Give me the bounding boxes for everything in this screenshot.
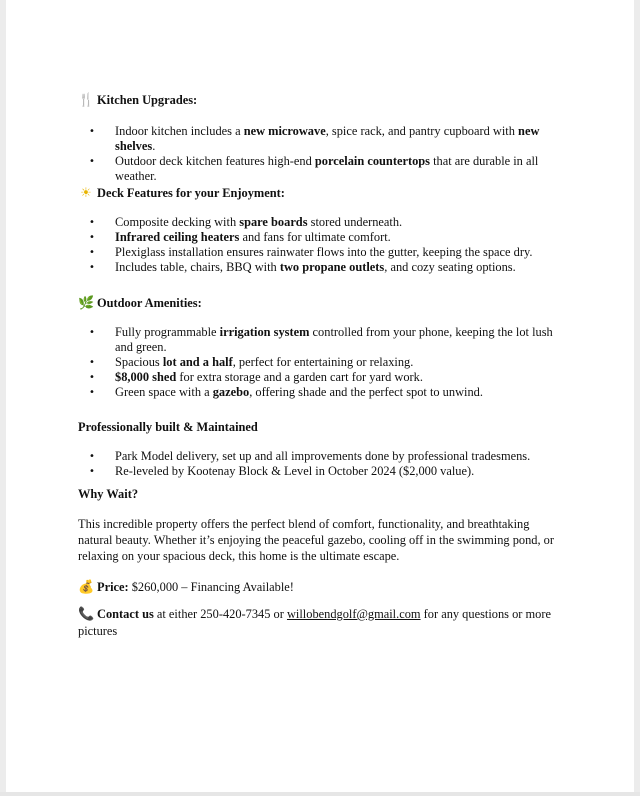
bold-text: spare boards (239, 215, 308, 229)
section-professional (78, 420, 564, 487)
bullet-marker: • (89, 232, 95, 243)
text: , spice rack, and pantry cupboard with (325, 124, 519, 138)
text: , offering shade and the perfect spot to unwind. (249, 385, 483, 399)
list-item (78, 230, 564, 245)
list-item (78, 245, 564, 260)
text: Fully programmable (115, 325, 220, 339)
section-outdoor (78, 296, 564, 420)
section-title: Professionally built & Maintained (78, 420, 258, 434)
text: , and cozy seating options. (384, 260, 516, 274)
text: Indoor kitchen includes a (115, 124, 244, 138)
bullet-list (78, 215, 564, 275)
price-line (78, 571, 564, 603)
list-item (78, 385, 564, 400)
bold-text: two propane outlets (279, 260, 385, 274)
bullet-marker: • (89, 217, 95, 228)
text: Green space with a (115, 385, 213, 399)
text: , perfect for entertaining or relaxing. (232, 355, 414, 369)
email-link[interactable]: willobendgolf@gmail.com (286, 607, 421, 621)
bold-text: $8,000 shed (115, 370, 177, 384)
list-item (78, 154, 564, 184)
text: stored underneath. (307, 215, 403, 229)
page-frame-right (634, 0, 640, 796)
money-bag-icon: 💰 (78, 579, 95, 595)
bullet-marker: • (89, 357, 95, 368)
bullet-list (78, 325, 564, 400)
text: Re-leveled by Kootenay Block & Level in October 2024 ($2,000 value). (115, 464, 475, 478)
text: controlled from your phone, keeping the lot lush and green. (115, 325, 553, 354)
section-title: Outdoor Amenities: (97, 296, 202, 310)
section-heading (78, 420, 564, 435)
contact-text: at either 250-420-7345 or (153, 607, 287, 621)
text: for extra storage and a garden cart for yard work. (176, 370, 423, 384)
list-item (78, 325, 564, 355)
price-label: Price: (97, 579, 129, 594)
section-title: Why Wait? (78, 487, 139, 501)
text: Composite decking with (115, 215, 240, 229)
section-heading (78, 296, 564, 311)
list-item (78, 449, 564, 464)
bullet-marker: • (89, 372, 95, 383)
section-heading (78, 186, 564, 201)
section-title: Kitchen Upgrades: (97, 93, 198, 107)
text: Includes table, chairs, BBQ with (115, 260, 280, 274)
bullet-marker: • (89, 262, 95, 273)
bold-text: new shelves (115, 124, 540, 153)
bullet-marker: • (89, 327, 95, 338)
contact-label: Contact us (97, 607, 154, 621)
text: that are durable in all weather. (115, 154, 539, 183)
bullet-marker: • (89, 387, 95, 398)
bullet-marker: • (89, 451, 95, 462)
bullet-list (78, 449, 564, 479)
page-frame-left (0, 0, 6, 796)
bullet-list (78, 124, 564, 184)
fork-knife-icon: 🍴 (78, 93, 95, 108)
bullet-marker: • (89, 466, 95, 477)
bold-text: Infrared ceiling heaters (115, 230, 240, 244)
section-title: Deck Features for your Enjoyment: (97, 186, 285, 200)
bullet-marker: • (89, 126, 95, 137)
bold-text: new microwave (243, 124, 326, 138)
text: . (152, 139, 156, 153)
list-item (78, 215, 564, 230)
bullet-marker: • (89, 247, 95, 258)
text: Spacious (115, 355, 163, 369)
sun-icon: ☀ (80, 186, 92, 201)
list-item (78, 355, 564, 370)
contact-text-after: for any questions or more pictures (78, 607, 555, 638)
bold-text: irrigation system (219, 325, 310, 339)
text: Park Model delivery, set up and all improvements done by professional tradesmens. (115, 449, 531, 463)
phone-icon: 📞 (78, 607, 95, 622)
herb-icon: 🌿 (78, 296, 95, 311)
bullet-marker: • (89, 156, 95, 167)
price-value: $260,000 – Financing Available! (128, 579, 294, 594)
section-heading (78, 487, 564, 502)
text: Outdoor deck kitchen features high-end (115, 154, 315, 168)
bold-text: porcelain countertops (314, 154, 430, 168)
section-heading (78, 93, 564, 108)
list-item (78, 260, 564, 275)
document-page (78, 93, 564, 639)
page-frame-bottom (0, 792, 640, 796)
contact-line (78, 606, 564, 639)
list-item (78, 370, 564, 385)
bold-text: gazebo (212, 385, 250, 399)
section-deck (78, 186, 564, 296)
bold-text: lot and a half (162, 355, 233, 369)
text: and fans for ultimate comfort. (239, 230, 391, 244)
list-item (78, 124, 564, 154)
why-wait-body: This incredible property offers the perfect blend of comfort, functionality, and breathtaking natural beauty. Whether it’s enjoying the peaceful gazebo, cooling off in the swimming pond, or relaxing on your spacious deck, this home is the ultimate escape. (78, 517, 554, 563)
list-item (78, 464, 564, 479)
text: Plexiglass installation ensures rainwater flows into the gutter, keeping the space dry. (115, 245, 533, 259)
section-why-wait (78, 487, 564, 571)
